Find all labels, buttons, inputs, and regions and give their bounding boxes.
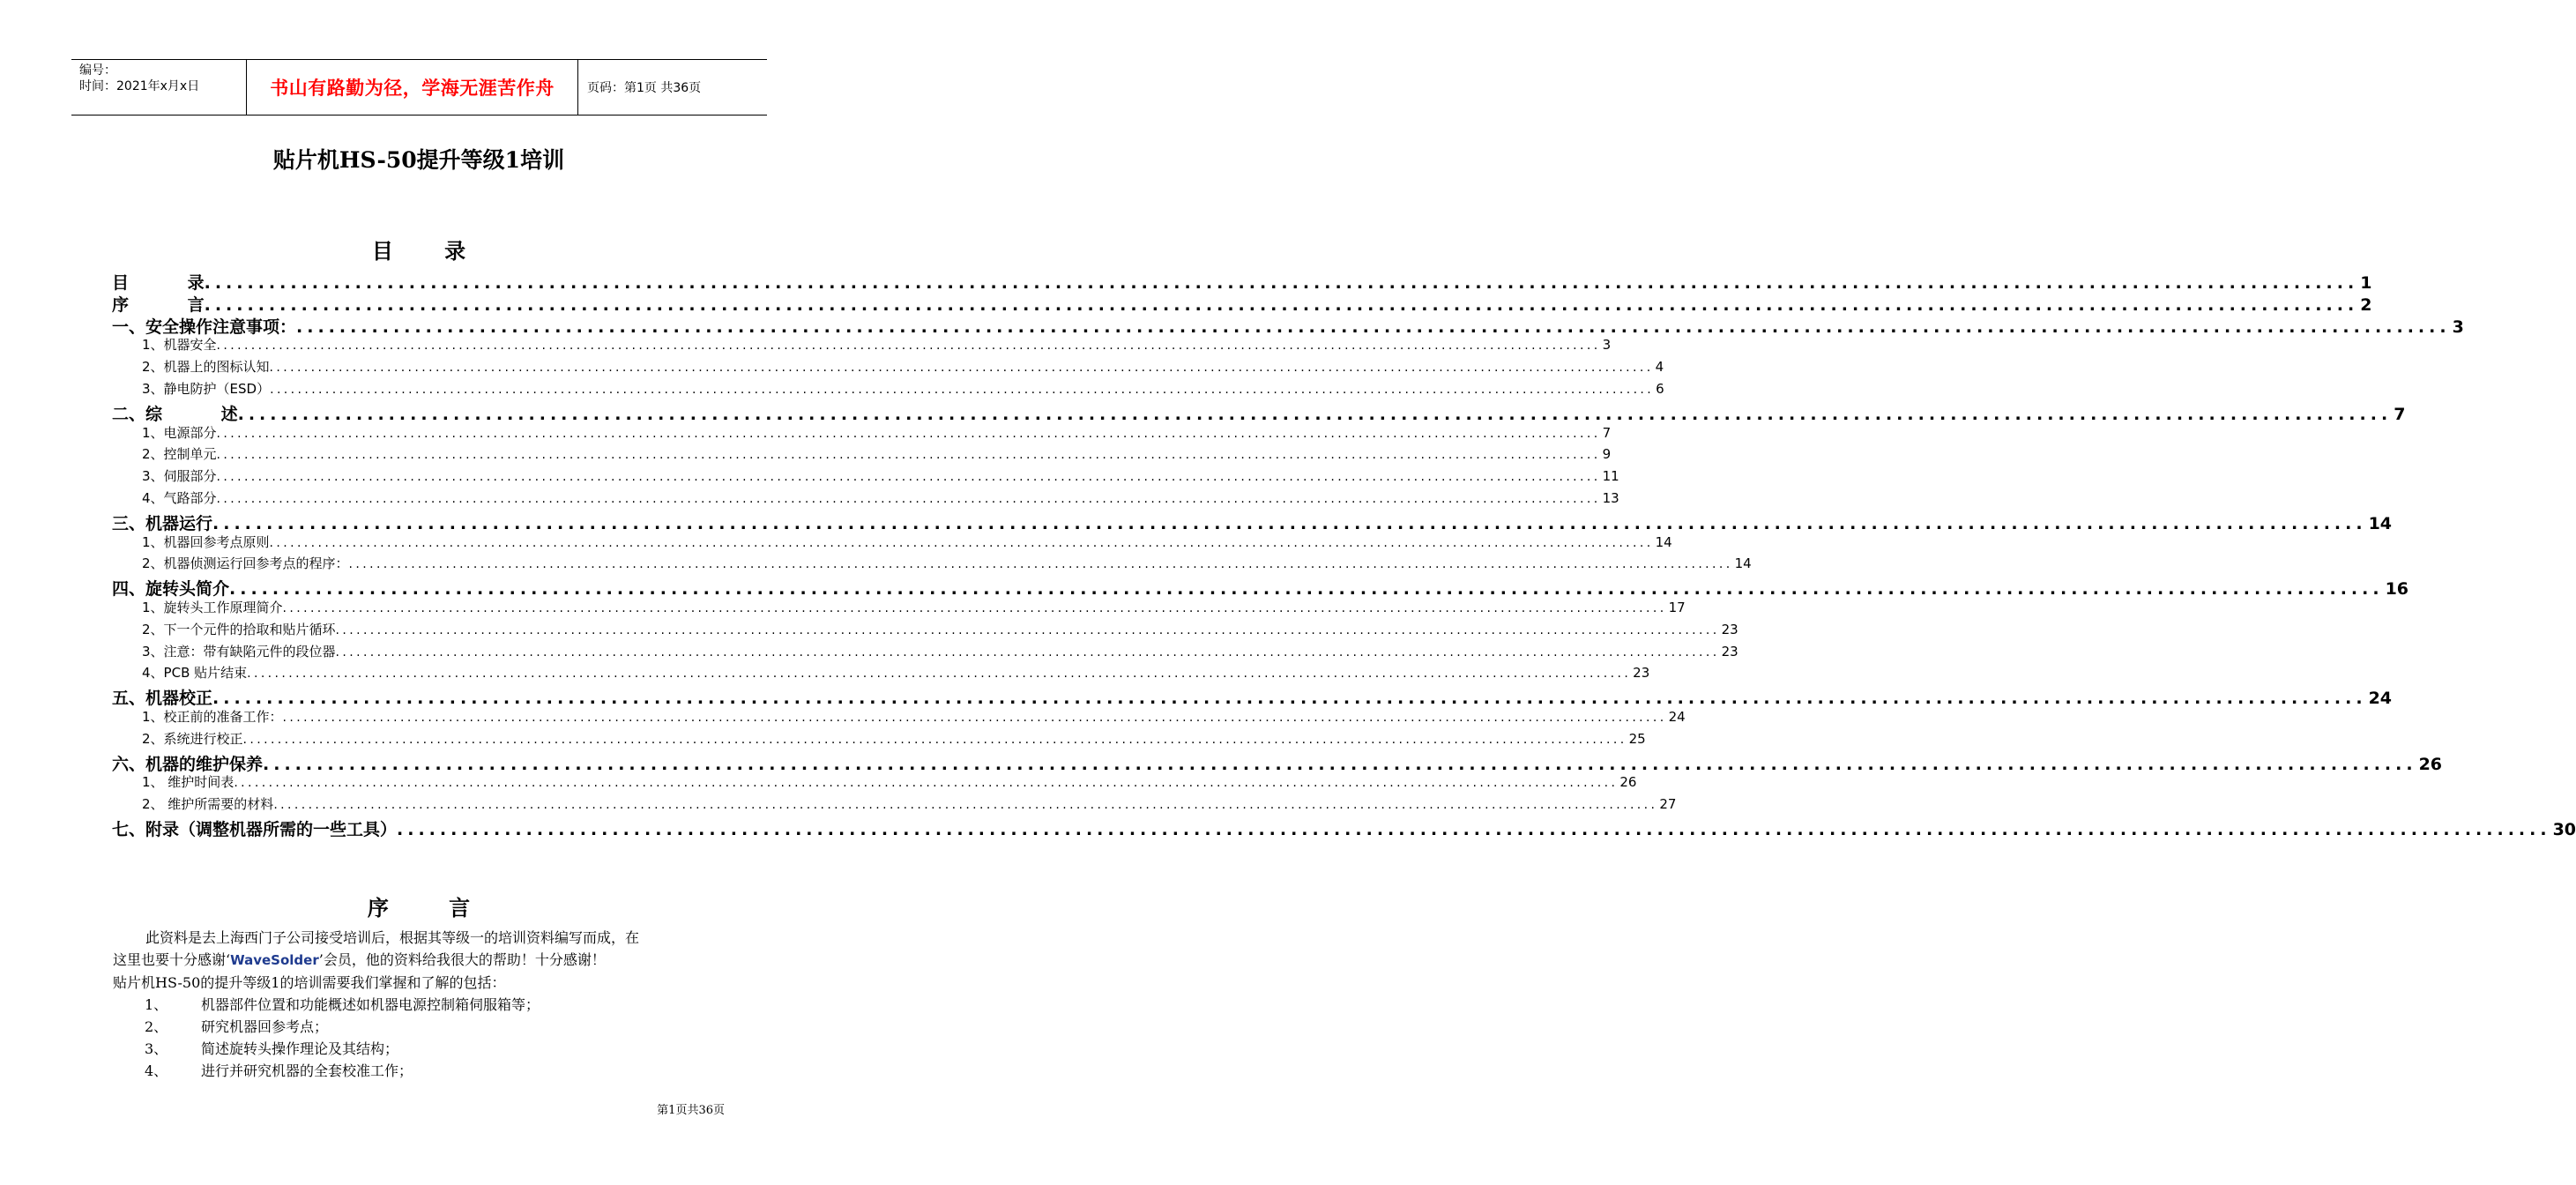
- toc-heading: 目 录: [371, 239, 466, 264]
- list-item: [113, 1016, 730, 1038]
- list-number: 4、: [145, 1062, 168, 1079]
- toc-leader-dots: ........................................................................................................................................................................................................: [242, 732, 1627, 747]
- toc-leader-dots: ........................................................................................................................................................................................................: [247, 667, 1632, 682]
- header-meta: [71, 60, 247, 115]
- header-number: 编号：: [79, 63, 116, 78]
- toc-leader-dots: ........................................................................................................................................................................................................: [229, 579, 2384, 600]
- toc-entry-page: 3: [1602, 337, 1612, 354]
- toc-leader-dots: ........................................................................................................................................................................................................: [335, 645, 1720, 660]
- preface-paragraph-1b: [113, 949, 730, 972]
- toc-entry[interactable]: [112, 554, 1752, 576]
- toc-entry-page: 23: [1721, 643, 1738, 660]
- page-header: [71, 59, 767, 116]
- toc-entry-label: 五、机器校正: [112, 689, 213, 709]
- toc-entry-page: 23: [1633, 665, 1650, 682]
- toc-entry-page: 14: [2368, 513, 2393, 533]
- preface-paragraph-2: 贴片机HS-50的提升等级1的培训需要我们掌握和了解的包括：: [113, 974, 506, 991]
- toc-entry-label: 二、综 述: [112, 404, 238, 424]
- toc-entry-page: 24: [1668, 708, 1686, 725]
- toc-leader-dots: ........................................................................................................................................................................................................: [216, 426, 1601, 441]
- toc-entry-page: 2: [2360, 294, 2372, 315]
- preface-paragraph-1a: 此资料是去上海西门子公司接受培训后，根据其等级一的培训资料编写而成，在: [145, 929, 640, 946]
- preface-text: 这里也要十分感谢‘: [113, 951, 231, 968]
- toc-entry-label: 序 言: [112, 294, 205, 315]
- toc-entry-page: 14: [1734, 555, 1752, 572]
- toc-entry[interactable]: [112, 466, 1619, 488]
- list-text: 研究机器回参考点；: [201, 1018, 329, 1035]
- toc-leader-dots: ........................................................................................................................................................................................................: [216, 448, 1601, 463]
- toc-entry[interactable]: [112, 270, 2372, 293]
- toc-entry-label: 六、机器的维护保养: [112, 754, 264, 774]
- toc-leader-dots: ........................................................................................................................................................................................................: [348, 557, 1733, 572]
- toc-entry-label: 3、注意：带有缺陷元件的段位器: [142, 643, 336, 660]
- toc-entry-page: 9: [1602, 446, 1612, 463]
- toc-entry[interactable]: [112, 729, 1646, 751]
- toc-leader-dots: ........................................................................................................................................................................................................: [263, 754, 2417, 774]
- toc-leader-dots: ........................................................................................................................................................................................................: [269, 535, 1654, 550]
- toc-entry-page: 13: [1602, 489, 1619, 506]
- list-item: [113, 994, 730, 1016]
- toc-entry-label: 2、系统进行校正: [142, 730, 243, 747]
- list-text: 简述旋转头操作理论及其结构；: [201, 1040, 399, 1057]
- toc-entry[interactable]: [112, 335, 1612, 357]
- toc-entry-label: 1、机器回参考点原则: [142, 533, 270, 550]
- preface-heading: 序 言: [367, 896, 471, 920]
- toc-entry-page: 11: [1602, 468, 1619, 485]
- toc-entry-label: 1、校正前的准备工作：: [142, 708, 283, 725]
- toc-entry-label: 4、PCB 贴片结束: [142, 665, 248, 682]
- toc-entry-label: 2、 维护所需要的材料: [142, 796, 274, 813]
- toc-leader-dots: ........................................................................................................................................................................................................: [234, 776, 1619, 791]
- toc-entry[interactable]: [112, 816, 2576, 839]
- toc-entry[interactable]: [112, 423, 1612, 445]
- toc-entry-page: 3: [2452, 317, 2464, 337]
- toc-entry-page: 30: [2552, 819, 2576, 839]
- toc-entry[interactable]: [112, 598, 1686, 620]
- toc-entry[interactable]: [112, 620, 1738, 642]
- toc-leader-dots: ........................................................................................................................................................................................................: [204, 273, 2359, 293]
- toc-leader-dots: ........................................................................................................................................................................................................: [282, 710, 1667, 725]
- toc-entry[interactable]: [112, 401, 2406, 424]
- toc-entry-page: 14: [1655, 533, 1672, 550]
- toc-entry-label: 三、机器运行: [112, 513, 213, 533]
- toc-leader-dots: ........................................................................................................................................................................................................: [397, 819, 2551, 839]
- brand-name: WaveSolder: [230, 952, 319, 968]
- toc-entry-label: 3、静电防护（ESD）: [142, 380, 271, 397]
- toc-leader-dots: ........................................................................................................................................................................................................: [216, 339, 1601, 354]
- toc-leader-dots: ........................................................................................................................................................................................................: [216, 491, 1601, 506]
- toc-entry-label: 4、气路部分: [142, 489, 217, 506]
- toc-entry-label: 1、旋转头工作原理简介: [142, 599, 283, 615]
- toc-entry-page: 26: [2418, 754, 2443, 774]
- table-of-contents: [112, 270, 2576, 839]
- toc-entry-page: 24: [2368, 689, 2393, 709]
- toc-entry-label: 一、安全操作注意事项：: [112, 317, 297, 337]
- list-item: [113, 1038, 730, 1060]
- toc-entry-page: 7: [1602, 424, 1612, 441]
- toc-entry-label: 2、机器侦测运行回参考点的程序：: [142, 555, 349, 572]
- toc-entry-page: 6: [1656, 380, 1664, 397]
- toc-entry[interactable]: [112, 772, 1637, 794]
- toc-entry-label: 七、附录（调整机器所需的一些工具）: [112, 819, 398, 839]
- page-footer: 第1页共36页: [657, 1104, 725, 1117]
- preface-body: [113, 927, 730, 1082]
- toc-entry-page: 17: [1668, 599, 1686, 615]
- toc-leader-dots: ........................................................................................................................................................................................................: [335, 622, 1720, 637]
- toc-entry-page: 7: [2394, 404, 2406, 424]
- toc-entry-label: 2、控制单元: [142, 446, 217, 463]
- toc-entry-label: 目 录: [112, 273, 205, 293]
- toc-entry[interactable]: [112, 794, 1677, 816]
- toc-leader-dots: ........................................................................................................................................................................................................: [269, 361, 1654, 376]
- toc-entry-page: 26: [1619, 774, 1637, 791]
- toc-entry-label: 四、旋转头简介: [112, 579, 230, 600]
- toc-leader-dots: ........................................................................................................................................................................................................: [237, 404, 2393, 424]
- toc-entry-label: 2、下一个元件的拾取和贴片循环: [142, 621, 336, 637]
- header-motto: 书山有路勤为径，学海无涯苦作舟: [247, 60, 578, 115]
- toc-entry[interactable]: [112, 444, 1612, 466]
- toc-entry-label: 1、机器安全: [142, 337, 217, 354]
- toc-leader-dots: ........................................................................................................................................................................................................: [282, 600, 1667, 615]
- toc-leader-dots: ........................................................................................................................................................................................................: [273, 798, 1658, 813]
- list-number: 2、: [145, 1018, 168, 1035]
- toc-entry[interactable]: [112, 576, 2409, 600]
- toc-entry[interactable]: [112, 533, 1672, 555]
- toc-entry-label: 2、机器上的图标认知: [142, 359, 270, 376]
- list-number: 1、: [145, 996, 168, 1013]
- toc-leader-dots: ........................................................................................................................................................................................................: [204, 294, 2359, 315]
- toc-entry[interactable]: [112, 642, 1738, 664]
- toc-entry-label: 1、电源部分: [142, 424, 217, 441]
- toc-entry[interactable]: [112, 685, 2393, 709]
- toc-leader-dots: ........................................................................................................................................................................................................: [216, 470, 1601, 485]
- header-page-info: 页码：第1页 共36页: [587, 81, 702, 95]
- toc-entry-page: 16: [2385, 579, 2409, 600]
- toc-leader-dots: ........................................................................................................................................................................................................: [296, 317, 2451, 337]
- toc-entry-label: 3、伺服部分: [142, 468, 217, 485]
- toc-entry-page: 4: [1655, 359, 1664, 376]
- toc-entry[interactable]: [112, 511, 2393, 533]
- toc-leader-dots: ........................................................................................................................................................................................................: [212, 689, 2367, 709]
- toc-entry[interactable]: [112, 357, 1664, 379]
- list-number: 3、: [145, 1040, 168, 1057]
- list-text: 进行并研究机器的全套校准工作；: [201, 1062, 413, 1079]
- toc-entry[interactable]: [112, 488, 1619, 511]
- toc-entry[interactable]: [112, 379, 1664, 401]
- list-text: 机器部件位置和功能概述如机器电源控制箱伺服箱等；: [201, 996, 540, 1013]
- toc-entry[interactable]: [112, 707, 1686, 729]
- toc-entry-label: 1、 维护时间表: [142, 774, 235, 791]
- toc-entry-page: 25: [1628, 730, 1646, 747]
- toc-leader-dots: ........................................................................................................................................................................................................: [212, 513, 2367, 533]
- toc-entry[interactable]: [112, 663, 1650, 685]
- toc-entry-page: 1: [2360, 273, 2372, 293]
- header-time: 时间：2021年x月x日: [79, 79, 200, 93]
- toc-entry-page: 27: [1659, 796, 1677, 813]
- toc-entry[interactable]: [112, 751, 2443, 774]
- document-title: 贴片机HS-50提升等级1培训: [272, 147, 565, 173]
- list-item: [113, 1060, 730, 1082]
- toc-entry[interactable]: [112, 292, 2372, 315]
- preface-text: ’会员，他的资料给我很大的帮助！十分感谢！: [318, 951, 606, 968]
- toc-leader-dots: ........................................................................................................................................................................................................: [270, 382, 1655, 397]
- toc-entry[interactable]: [112, 314, 2464, 337]
- toc-entry-page: 23: [1721, 621, 1738, 637]
